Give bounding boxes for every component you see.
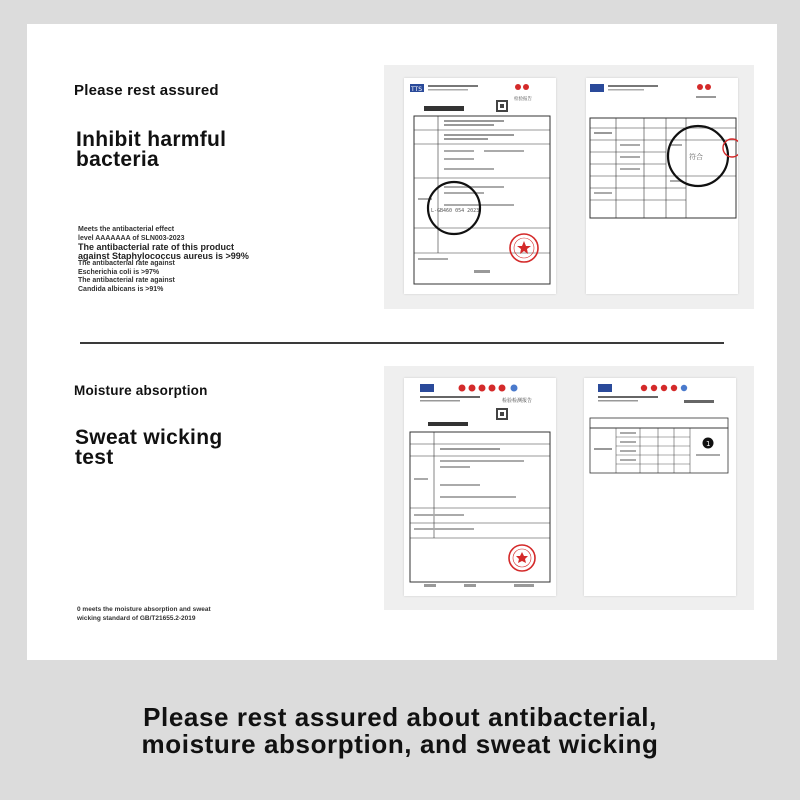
detail-line: The antibacterial rate of this product [78, 242, 235, 252]
brand-mark: TTS [411, 86, 423, 93]
report-page-4 [584, 378, 736, 596]
circled-number: 1 [706, 440, 711, 448]
section1-label: Please rest assured [74, 82, 219, 99]
footer-title [60, 704, 740, 758]
report-title: 检验报告 [514, 97, 532, 102]
detail-line: Candida albicans is >91% [78, 285, 164, 293]
report-title-2: 检验检测报告 [502, 398, 533, 404]
footer-line-1: Please rest assured about antibacterial, [143, 702, 657, 732]
section1-heading: Inhibit harmful bacteria [76, 128, 227, 171]
detail-line: wicking standard of GB/T21655.2-2019 [77, 614, 196, 622]
footer-line-2: moisture absorption, and sweat wicking [141, 729, 659, 759]
detail-line: The antibacterial rate against [78, 260, 175, 267]
section2-details [77, 606, 307, 623]
result-mark: 符合 [689, 153, 703, 161]
report-page-2-graphic [586, 78, 738, 294]
report-page-3-graphic [404, 378, 556, 596]
report-page-1-graphic [404, 78, 556, 294]
detail-line: level AAAAAAA of SLN003-2023 [78, 234, 185, 242]
report-page-4-graphic [584, 378, 736, 596]
section2-heading: Sweat wicking test [75, 426, 223, 469]
detail-line: Meets the antibacterial effect [78, 226, 175, 233]
detail-line: The antibacterial rate against [78, 277, 175, 284]
section2-label: Moisture absorption [74, 383, 208, 398]
detail-line: Escherichia coli is >97% [78, 268, 160, 276]
section-divider [80, 342, 724, 344]
report-page-3 [404, 378, 556, 596]
report-page-1 [404, 78, 556, 294]
report-page-2 [586, 78, 738, 294]
detail-line: 0 meets the moisture absorption and sweat [77, 606, 211, 613]
detail-line: against Staphylococcus aureus is >99% [78, 250, 249, 261]
certificate-number: L-GB460 054 2023 [431, 208, 480, 214]
moisture-report-panel [384, 366, 754, 610]
section1-details [78, 226, 278, 294]
antibacterial-report-panel [384, 65, 754, 309]
